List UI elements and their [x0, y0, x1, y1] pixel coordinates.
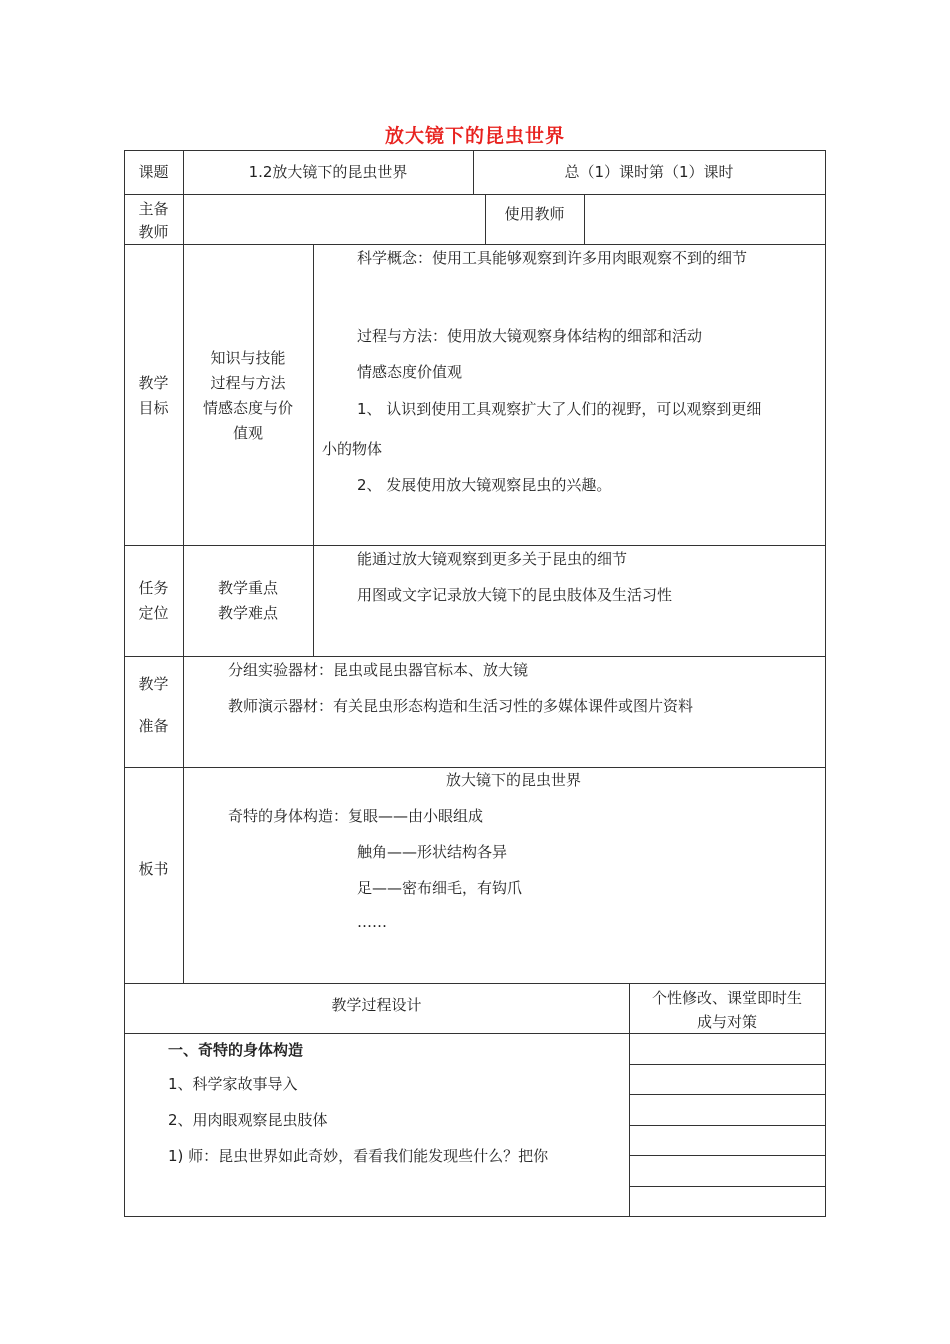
- row-divider: [124, 244, 826, 245]
- row-divider: [124, 767, 826, 768]
- goals-line: 过程与方法：使用放大镜观察身体结构的细部和活动: [357, 327, 703, 345]
- main-teacher-label-line1: 主备: [138, 200, 169, 218]
- topic-value: 1.2放大镜下的昆虫世界: [248, 163, 408, 181]
- task-line: 能通过放大镜观察到更多关于昆虫的细节: [357, 550, 628, 568]
- notes-row-divider: [629, 1186, 826, 1187]
- row-divider: [124, 194, 826, 195]
- use-teacher-label: 使用教师: [504, 205, 565, 223]
- notes-row-divider: [629, 1155, 826, 1156]
- process-item: 1、科学家故事导入: [168, 1075, 298, 1093]
- table-border-right: [825, 150, 826, 1217]
- notes-row-divider: [629, 1094, 826, 1095]
- prep-label-line2: 准备: [138, 717, 169, 735]
- goals-line: 1、 认识到使用工具观察扩大了人们的视野，可以观察到更细: [357, 400, 762, 418]
- process-item: 2、用肉眼观察昆虫肢体: [168, 1111, 328, 1129]
- goals-line: 小的物体: [322, 440, 383, 458]
- col-divider: [584, 194, 585, 244]
- goals-category: 情感态度与价: [202, 399, 293, 417]
- notes-row-divider: [629, 1125, 826, 1126]
- prep-label-line1: 教学: [138, 675, 169, 693]
- col-divider: [313, 244, 314, 656]
- notes-row-divider: [629, 1064, 826, 1065]
- row-divider: [124, 1033, 826, 1034]
- row-divider: [124, 545, 826, 546]
- goals-label-line2: 目标: [138, 399, 169, 417]
- board-label: 板书: [138, 860, 169, 878]
- document-title: 放大镜下的昆虫世界: [384, 125, 565, 147]
- row-divider: [124, 983, 826, 984]
- task-label-line2: 定位: [138, 604, 169, 622]
- goals-line: 情感态度价值观: [357, 363, 463, 381]
- goals-category: 知识与技能: [210, 349, 286, 367]
- board-line: 足——密布细毛，有钩爪: [357, 879, 523, 897]
- row-divider: [124, 656, 826, 657]
- board-line: ……: [357, 913, 387, 931]
- row-divider: [124, 150, 826, 151]
- task-category: 教学难点: [217, 604, 278, 622]
- process-item: 1) 师：昆虫世界如此奇妙，看看我们能发现些什么？把你: [168, 1147, 549, 1165]
- main-teacher-label-line2: 教师: [138, 223, 169, 241]
- process-section-heading: 一、奇特的身体构造: [168, 1041, 304, 1059]
- goals-label-line1: 教学: [138, 374, 169, 392]
- prep-line: 教师演示器材：有关昆虫形态构造和生活习性的多媒体课件或图片资料: [228, 697, 694, 715]
- row-divider: [124, 1216, 826, 1217]
- prep-line: 分组实验器材：昆虫或昆虫器官标本、放大镜: [228, 661, 529, 679]
- process-design-label: 教学过程设计: [331, 996, 422, 1014]
- task-line: 用图或文字记录放大镜下的昆虫肢体及生活习性: [357, 586, 673, 604]
- goals-line: 2、 发展使用放大镜观察昆虫的兴趣。: [357, 476, 612, 494]
- notes-label-line2: 成与对策: [696, 1013, 757, 1031]
- task-category: 教学重点: [217, 579, 278, 597]
- board-line: 奇特的身体构造：复眼——由小眼组成: [228, 807, 484, 825]
- board-line: 触角——形状结构各异: [357, 843, 508, 861]
- board-heading: 放大镜下的昆虫世界: [446, 771, 582, 789]
- goals-category: 过程与方法: [210, 374, 286, 392]
- col-divider: [183, 150, 184, 983]
- goals-line: 科学概念：使用工具能够观察到许多用肉眼观察不到的细节: [357, 249, 748, 267]
- notes-label-line1: 个性修改、课堂即时生: [651, 989, 802, 1007]
- topic-label: 课题: [138, 163, 169, 181]
- task-label-line1: 任务: [138, 579, 169, 597]
- goals-category: 值观: [232, 424, 263, 442]
- period-value: 总（1）课时第（1）课时: [564, 163, 734, 181]
